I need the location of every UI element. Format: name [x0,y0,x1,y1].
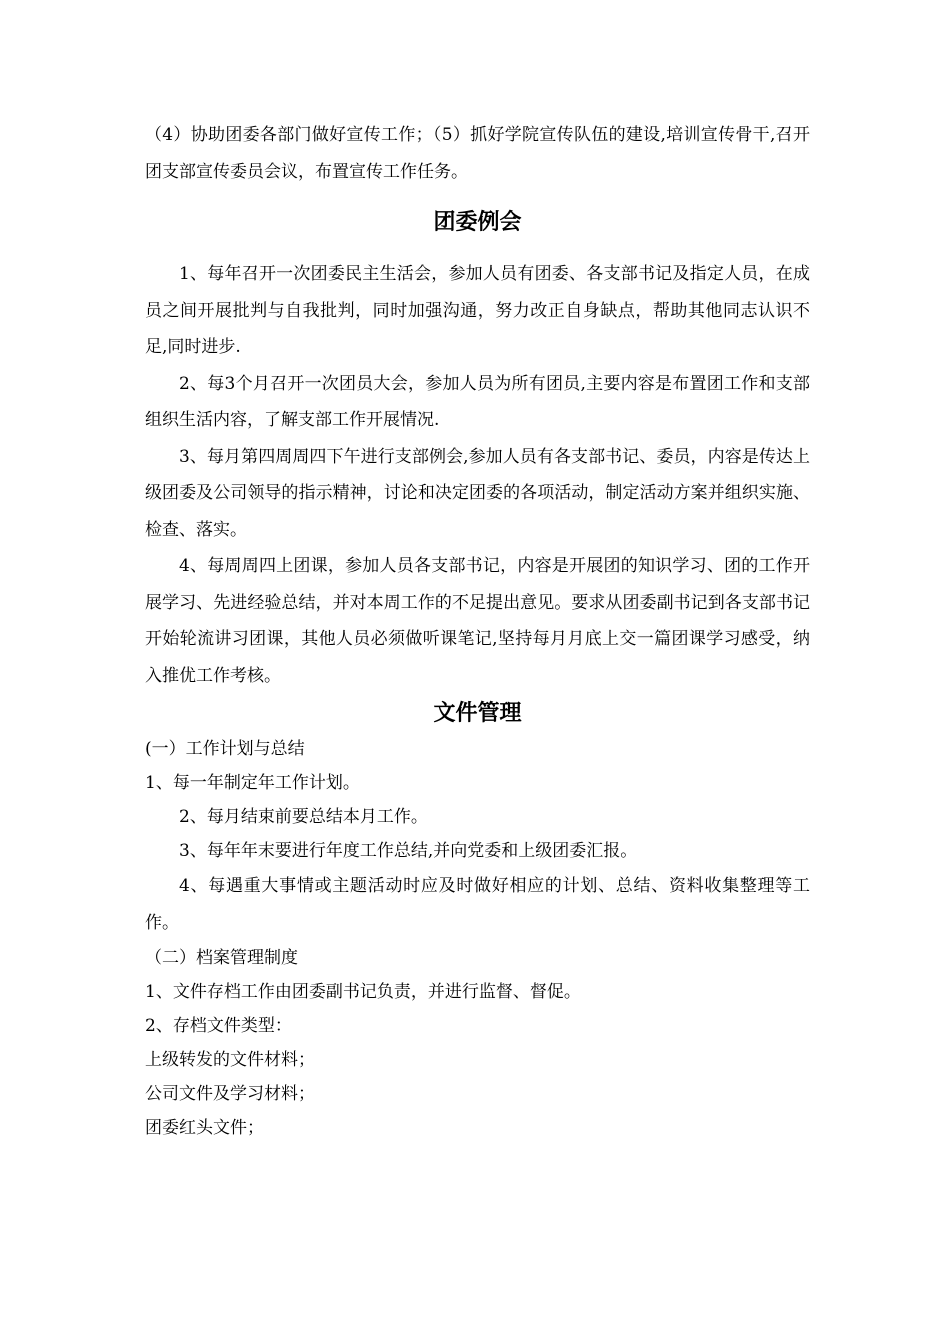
subsection-title-plans: (一）工作计划与总结 [145,739,305,759]
plan-item-3: 3、每年年末要进行年度工作总结,并向党委和上级团委汇报。 [179,841,638,861]
section-title-meetings: 团委例会 [433,210,522,235]
archive-item-2: 2、存档文件类型： [145,1016,292,1036]
section-title-documents: 文件管理 [433,701,522,726]
document-page [145,117,810,1145]
meeting-rule-4: 4、每周周四上团课，参加人员各支部书记，内容是开展团的知识学习、团的工作开展学习、先进经验总结，并对本周工作的不足提出意见。要求从团委副书记到各支部书记开始轮流讲习团课，其他人员必须做听课笔记,坚持每月月底上交一篇团课学习感受，纳入推优工作考核。 [145,556,810,686]
subsection-title-archives: （二）档案管理制度 [145,948,298,968]
meeting-rule-3: 3、每月第四周周四下午进行支部例会,参加人员有各支部书记、委员，内容是传达上级团委及公司领导的指示精神，讨论和决定团委的各项活动，制定活动方案并组织实施、检查、落实。 [145,446,810,540]
intro-paragraph: （4）协助团委各部门做好宣传工作；（5）抓好学院宣传队伍的建设,培训宣传骨干,召开团支部宣传委员会议，布置宣传工作任务。 [145,125,810,182]
plan-item-2: 2、每月结束前要总结本月工作。 [179,807,428,827]
archive-item-5: 团委红头文件； [145,1118,264,1138]
archive-item-3: 上级转发的文件材料； [145,1050,315,1070]
plan-item-1: 1、每一年制定年工作计划。 [145,773,360,793]
meeting-rule-1: 1、每年召开一次团委民主生活会，参加人员有团委、各支部书记及指定人员，在成员之间开展批判与自我批判，同时加强沟通，努力改正自身缺点，帮助其他同志认识不足,同时进步. [145,264,810,357]
meeting-rule-2: 2、每3个月召开一次团员大会，参加人员为所有团员,主要内容是布置团工作和支部组织生活内容，了解支部工作开展情况. [145,373,810,430]
archive-item-1: 1、文件存档工作由团委副书记负责，并进行监督、督促。 [145,982,581,1002]
archive-item-4: 公司文件及学习材料； [145,1084,315,1104]
plan-item-4: 4、每遇重大事情或主题活动时应及时做好相应的计划、总结、资料收集整理等工作。 [145,876,810,933]
